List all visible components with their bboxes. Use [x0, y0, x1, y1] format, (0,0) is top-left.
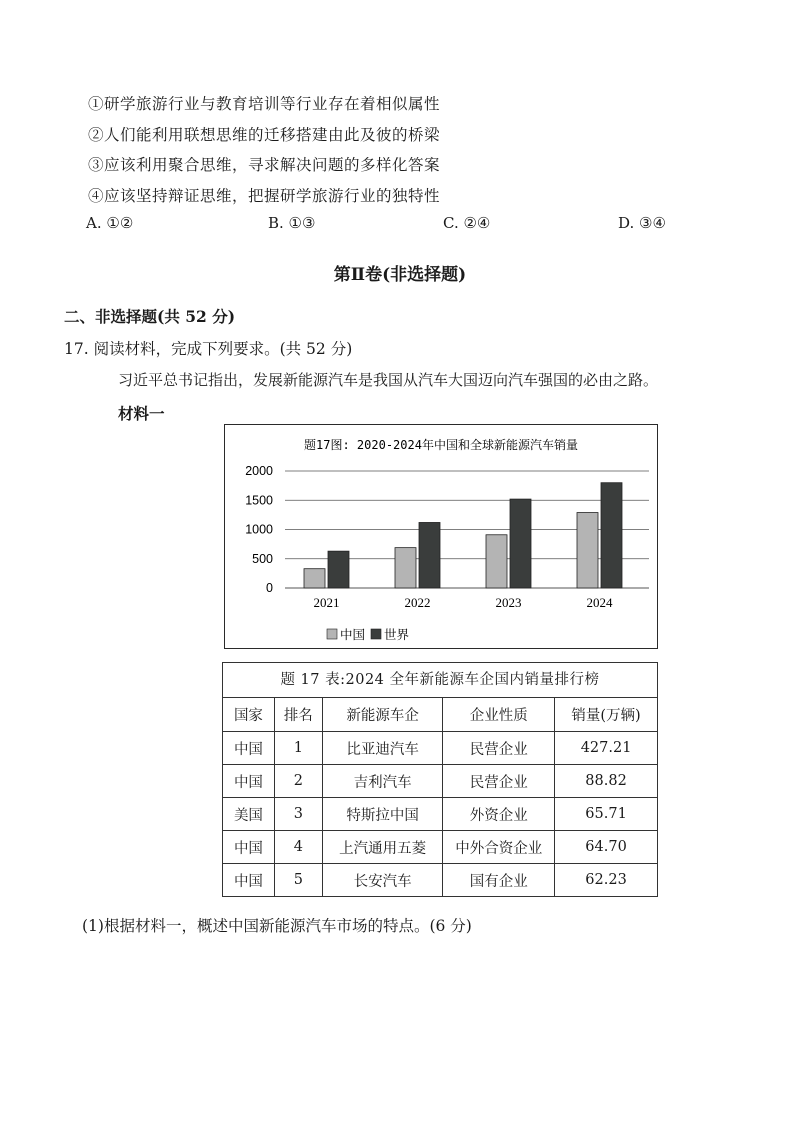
header-nature: 企业性质: [443, 698, 555, 732]
bar-world-2023: [510, 499, 531, 588]
y-tick-label: 500: [252, 551, 273, 566]
cell-rank: 2: [274, 765, 322, 798]
table-row: [223, 732, 658, 765]
material-label: 材料一: [118, 404, 165, 423]
option-1: ①研学旅游行业与教育培训等行业存在着相似属性: [88, 95, 441, 113]
table-row: [223, 765, 658, 798]
cell-sales: 427.21: [555, 732, 658, 765]
header-rank: 排名: [274, 698, 322, 732]
cell-country: 中国: [223, 732, 275, 765]
cell-country: 中国: [223, 765, 275, 798]
x-tick-label: 2024: [586, 595, 613, 610]
cell-nature: 国有企业: [443, 864, 555, 897]
header-company: 新能源车企: [322, 698, 443, 732]
sales-ranking-table: [222, 662, 658, 897]
chart-title: 题17图: 2020-2024年中国和全球新能源汽车销量: [304, 438, 578, 452]
legend-label-china: 中国: [340, 627, 366, 642]
cell-company: 特斯拉中国: [322, 798, 443, 831]
y-tick-label: 2000: [245, 464, 273, 478]
bar-world-2022: [419, 522, 440, 588]
table-row: [223, 864, 658, 897]
cell-nature: 民营企业: [443, 732, 555, 765]
table-row: [223, 831, 658, 864]
sales-chart-svg: [225, 425, 657, 648]
cell-country: 中国: [223, 831, 275, 864]
part-heading: 二、非选择题(共 52 分): [64, 307, 236, 326]
cell-rank: 3: [274, 798, 322, 831]
legend-label-world: 世界: [384, 627, 410, 642]
x-tick-label: 2021: [313, 595, 340, 610]
cell-rank: 1: [274, 732, 322, 765]
cell-sales: 62.23: [555, 864, 658, 897]
y-tick-label: 1500: [245, 493, 273, 508]
y-tick-label: 0: [266, 581, 273, 595]
question-17: 17. 阅读材料，完成下列要求。(共 52 分): [64, 340, 353, 358]
cell-rank: 4: [274, 831, 322, 864]
cell-rank: 5: [274, 864, 322, 897]
cell-sales: 65.71: [555, 798, 658, 831]
sales-chart: [224, 424, 658, 649]
section-title: 第Ⅱ卷(非选择题): [333, 265, 467, 285]
table-header-row: [223, 698, 658, 732]
cell-sales: 64.70: [555, 831, 658, 864]
bar-world-2024: [601, 483, 622, 588]
legend-swatch-china: [327, 629, 337, 639]
sub-question-1: (1)根据材料一，概述中国新能源汽车市场的特点。(6 分): [82, 917, 472, 935]
cell-country: 美国: [223, 798, 275, 831]
header-sales: 销量(万辆): [555, 698, 658, 732]
bar-china-2021: [304, 569, 325, 588]
cell-nature: 外资企业: [443, 798, 555, 831]
cell-company: 上汽通用五菱: [322, 831, 443, 864]
bar-china-2024: [577, 513, 598, 588]
cell-nature: 中外合资企业: [443, 831, 555, 864]
choice-c: C. ②④: [443, 214, 491, 232]
legend-swatch-world: [371, 629, 381, 639]
option-4: ④应该坚持辩证思维，把握研学旅游行业的独特性: [88, 187, 441, 205]
option-3: ③应该利用聚合思维，寻求解决问题的多样化答案: [88, 156, 441, 174]
cell-sales: 88.82: [555, 765, 658, 798]
bar-world-2021: [328, 551, 349, 588]
cell-country: 中国: [223, 864, 275, 897]
choice-b: B. ①③: [268, 214, 316, 232]
header-country: 国家: [223, 698, 275, 732]
choice-a: A. ①②: [86, 214, 134, 232]
cell-company: 比亚迪汽车: [322, 732, 443, 765]
x-tick-label: 2022: [404, 595, 431, 610]
table-caption: 题 17 表:2024 全年新能源车企国内销量排行榜: [222, 662, 658, 697]
question-intro: 习近平总书记指出，发展新能源汽车是我国从汽车大国迈向汽车强国的必由之路。: [118, 371, 659, 389]
bar-china-2023: [486, 535, 507, 588]
option-2: ②人们能利用联想思维的迁移搭建由此及彼的桥梁: [88, 126, 441, 144]
x-tick-label: 2023: [495, 595, 522, 610]
bar-china-2022: [395, 548, 416, 588]
cell-company: 长安汽车: [322, 864, 443, 897]
cell-nature: 民营企业: [443, 765, 555, 798]
table-row: [223, 798, 658, 831]
cell-company: 吉利汽车: [322, 765, 443, 798]
y-tick-label: 1000: [245, 522, 273, 537]
choice-d: D. ③④: [618, 214, 666, 232]
